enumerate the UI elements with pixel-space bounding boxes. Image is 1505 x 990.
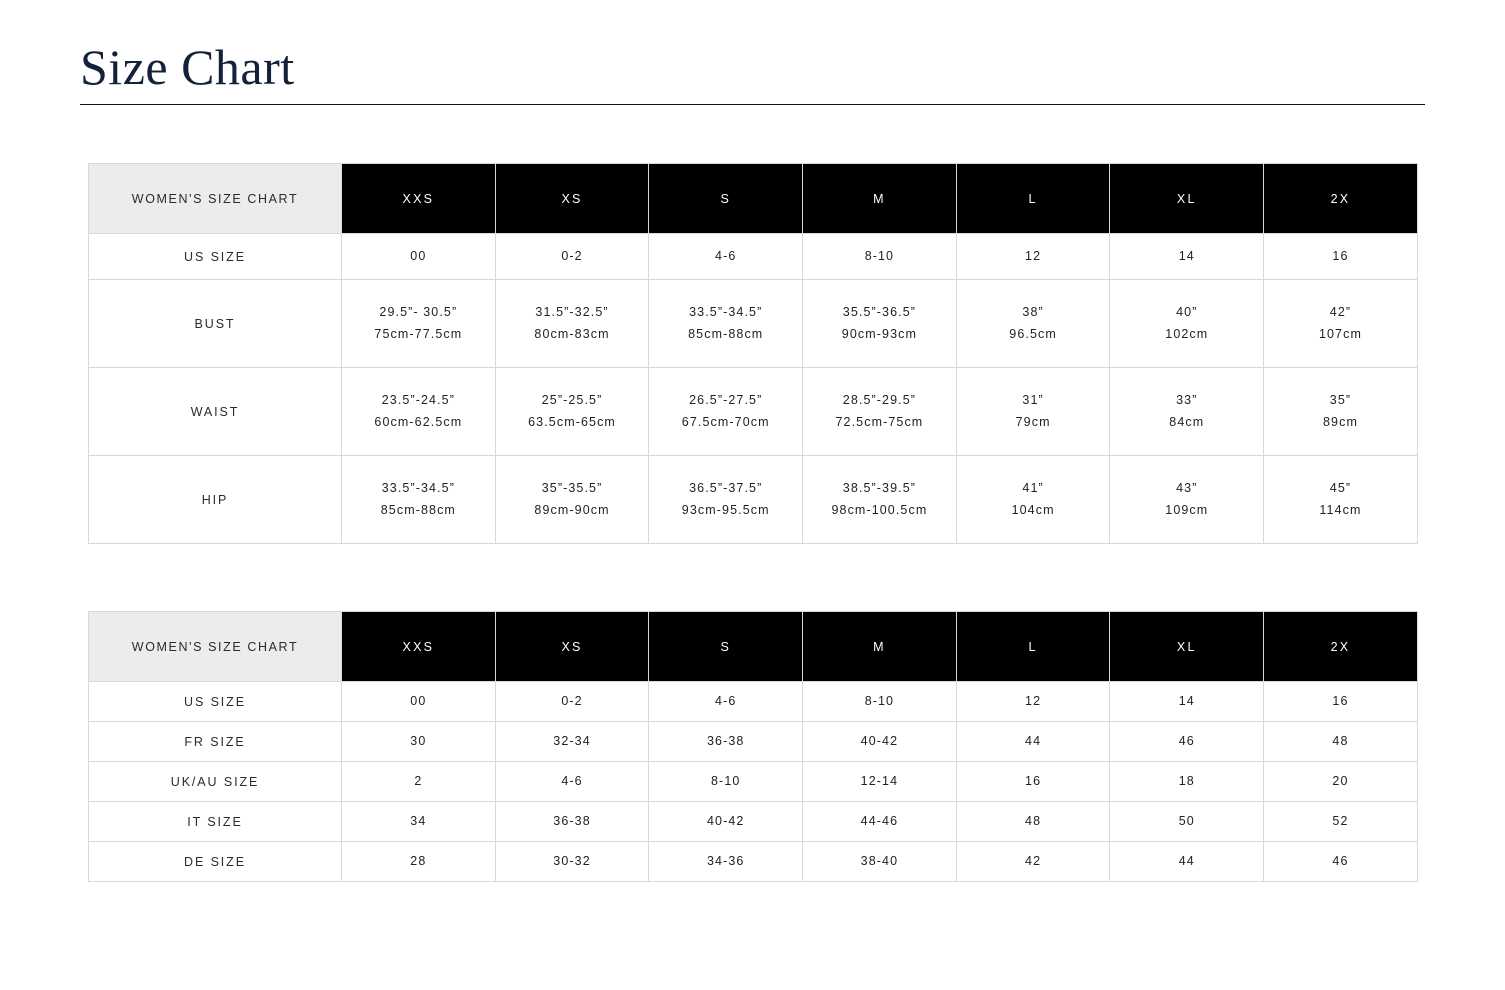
header-size-xl: XL	[1110, 612, 1264, 682]
size-chart-page	[0, 40, 1505, 990]
cell-inches: 42”	[1329, 304, 1352, 319]
cell-inches: 31”	[1022, 392, 1044, 407]
table-cell	[803, 456, 957, 544]
row-label: UK/AU SIZE	[89, 762, 342, 802]
table-cell	[649, 368, 803, 456]
table-cell: 4-6	[495, 762, 649, 802]
table-cell	[495, 368, 649, 456]
header-size-xxs: XXS	[342, 164, 496, 234]
table-cell: 48	[1264, 722, 1418, 762]
table-cell	[342, 456, 496, 544]
cell-centimeters: 109cm	[1165, 502, 1209, 517]
table-cell: 46	[1110, 722, 1264, 762]
row-label: FR SIZE	[89, 722, 342, 762]
cell-centimeters: 79cm	[1015, 414, 1051, 429]
table-cell: 46	[1264, 842, 1418, 882]
table-cell: 36-38	[495, 802, 649, 842]
cell-centimeters: 60cm-62.5cm	[374, 414, 463, 429]
cell-inches: 28.5”-29.5”	[842, 392, 917, 407]
cell-inches: 26.5”-27.5”	[689, 392, 763, 407]
cell-centimeters: 85cm-88cm	[688, 326, 764, 341]
cell-centimeters: 89cm	[1322, 414, 1358, 429]
header-size-s: S	[649, 612, 803, 682]
header-chart-label: WOMEN'S SIZE CHART	[89, 164, 342, 234]
cell-centimeters: 84cm	[1169, 414, 1205, 429]
cell-inches: 35”	[1329, 392, 1352, 407]
row-label: DE SIZE	[89, 842, 342, 882]
page-title: Size Chart	[80, 39, 295, 95]
header-size-l: L	[956, 164, 1110, 234]
header-size-xs: XS	[495, 164, 649, 234]
table-cell: 0-2	[495, 234, 649, 280]
header-size-m: M	[803, 164, 957, 234]
cell-inches: 25”-25.5”	[541, 392, 603, 407]
cell-inches: 33.5”-34.5”	[381, 480, 455, 495]
table-cell: 4-6	[649, 682, 803, 722]
cell-centimeters: 63.5cm-65cm	[528, 414, 616, 429]
table-cell: 16	[1264, 234, 1418, 280]
cell-inches: 43”	[1176, 480, 1198, 495]
table-cell	[803, 280, 957, 368]
cell-centimeters: 67.5cm-70cm	[681, 414, 770, 429]
table-cell: 14	[1110, 682, 1264, 722]
cell-centimeters: 90cm-93cm	[841, 326, 917, 341]
table-cell: 18	[1110, 762, 1264, 802]
cell-centimeters: 96.5cm	[1009, 326, 1057, 341]
table-cell: 44	[1110, 842, 1264, 882]
table-cell: 52	[1264, 802, 1418, 842]
row-label: US SIZE	[89, 234, 342, 280]
table-cell: 34-36	[649, 842, 803, 882]
cell-centimeters: 75cm-77.5cm	[374, 326, 463, 341]
table-header-row	[89, 612, 1418, 682]
header-chart-label: WOMEN'S SIZE CHART	[89, 612, 342, 682]
cell-inches: 23.5”-24.5”	[381, 392, 455, 407]
table-cell: 32-34	[495, 722, 649, 762]
international-table	[88, 611, 1418, 882]
cell-inches: 38.5”-39.5”	[842, 480, 917, 495]
header-size-xxs: XXS	[342, 612, 496, 682]
cell-inches: 35.5”-36.5”	[842, 304, 917, 319]
row-label: IT SIZE	[89, 802, 342, 842]
header-size-2x: 2X	[1264, 612, 1418, 682]
table-cell	[956, 456, 1110, 544]
table-cell: 2	[342, 762, 496, 802]
table-cell	[1110, 456, 1264, 544]
row-label: US SIZE	[89, 682, 342, 722]
header-size-xl: XL	[1110, 164, 1264, 234]
cell-centimeters: 80cm-83cm	[534, 326, 610, 341]
table-cell	[342, 280, 496, 368]
cell-inches: 38”	[1022, 304, 1044, 319]
row-label: WAIST	[89, 368, 342, 456]
header-size-m: M	[803, 612, 957, 682]
cell-inches: 33.5”-34.5”	[689, 304, 763, 319]
table-cell	[1110, 280, 1264, 368]
table-cell: 16	[1264, 682, 1418, 722]
table-row	[89, 762, 1418, 802]
table-cell: 38-40	[803, 842, 957, 882]
table-cell	[956, 280, 1110, 368]
header-size-xs: XS	[495, 612, 649, 682]
table-row	[89, 234, 1418, 280]
cell-centimeters: 72.5cm-75cm	[835, 414, 924, 429]
table-cell: 12	[956, 234, 1110, 280]
cell-inches: 33”	[1176, 392, 1198, 407]
table-row	[89, 280, 1418, 368]
table-cell: 42	[956, 842, 1110, 882]
cell-inches: 36.5”-37.5”	[689, 480, 763, 495]
table-row	[89, 682, 1418, 722]
table-cell	[495, 280, 649, 368]
cell-inches: 40”	[1176, 304, 1198, 319]
table-cell: 4-6	[649, 234, 803, 280]
table-cell: 00	[342, 682, 496, 722]
cell-inches: 41”	[1022, 480, 1044, 495]
header-size-l: L	[956, 612, 1110, 682]
table-cell: 8-10	[803, 682, 957, 722]
table-row	[89, 842, 1418, 882]
table-cell	[649, 280, 803, 368]
table-row	[89, 802, 1418, 842]
table-cell: 14	[1110, 234, 1264, 280]
table-cell	[649, 456, 803, 544]
cell-centimeters: 89cm-90cm	[534, 502, 610, 517]
table-cell	[1264, 280, 1418, 368]
cell-inches: 45”	[1329, 480, 1352, 495]
table-cell	[956, 368, 1110, 456]
table-cell: 28	[342, 842, 496, 882]
cell-inches: 35”-35.5”	[541, 480, 603, 495]
table-cell: 40-42	[803, 722, 957, 762]
table-cell: 20	[1264, 762, 1418, 802]
table-header-row	[89, 164, 1418, 234]
international-table-block	[88, 611, 1417, 882]
table-cell: 36-38	[649, 722, 803, 762]
cell-centimeters: 107cm	[1318, 326, 1362, 341]
table-cell: 8-10	[649, 762, 803, 802]
header-size-s: S	[649, 164, 803, 234]
table-cell	[803, 368, 957, 456]
cell-centimeters: 104cm	[1011, 502, 1055, 517]
table-cell: 44	[956, 722, 1110, 762]
measurements-table	[88, 163, 1418, 544]
cell-centimeters: 98cm-100.5cm	[831, 502, 928, 517]
table-cell: 12-14	[803, 762, 957, 802]
table-cell: 30-32	[495, 842, 649, 882]
page-title-area	[80, 40, 1425, 105]
row-label: HIP	[89, 456, 342, 544]
cell-inches: 31.5”-32.5”	[535, 304, 609, 319]
table-cell	[1264, 368, 1418, 456]
cell-centimeters: 85cm-88cm	[380, 502, 456, 517]
table-cell	[1110, 368, 1264, 456]
table-cell: 8-10	[803, 234, 957, 280]
table-cell: 50	[1110, 802, 1264, 842]
table-cell	[342, 368, 496, 456]
cell-centimeters: 102cm	[1165, 326, 1209, 341]
table-cell: 48	[956, 802, 1110, 842]
table-cell: 44-46	[803, 802, 957, 842]
cell-inches: 29.5”- 30.5”	[379, 304, 458, 319]
header-size-2x: 2X	[1264, 164, 1418, 234]
cell-centimeters: 114cm	[1319, 502, 1362, 517]
table-cell: 40-42	[649, 802, 803, 842]
measurements-table-block	[88, 163, 1417, 544]
table-cell: 00	[342, 234, 496, 280]
table-row	[89, 456, 1418, 544]
cell-centimeters: 93cm-95.5cm	[681, 502, 770, 517]
table-row	[89, 722, 1418, 762]
table-cell	[1264, 456, 1418, 544]
table-cell: 0-2	[495, 682, 649, 722]
table-row	[89, 368, 1418, 456]
row-label: BUST	[89, 280, 342, 368]
table-cell: 34	[342, 802, 496, 842]
table-cell	[495, 456, 649, 544]
table-cell: 30	[342, 722, 496, 762]
table-cell: 16	[956, 762, 1110, 802]
table-cell: 12	[956, 682, 1110, 722]
